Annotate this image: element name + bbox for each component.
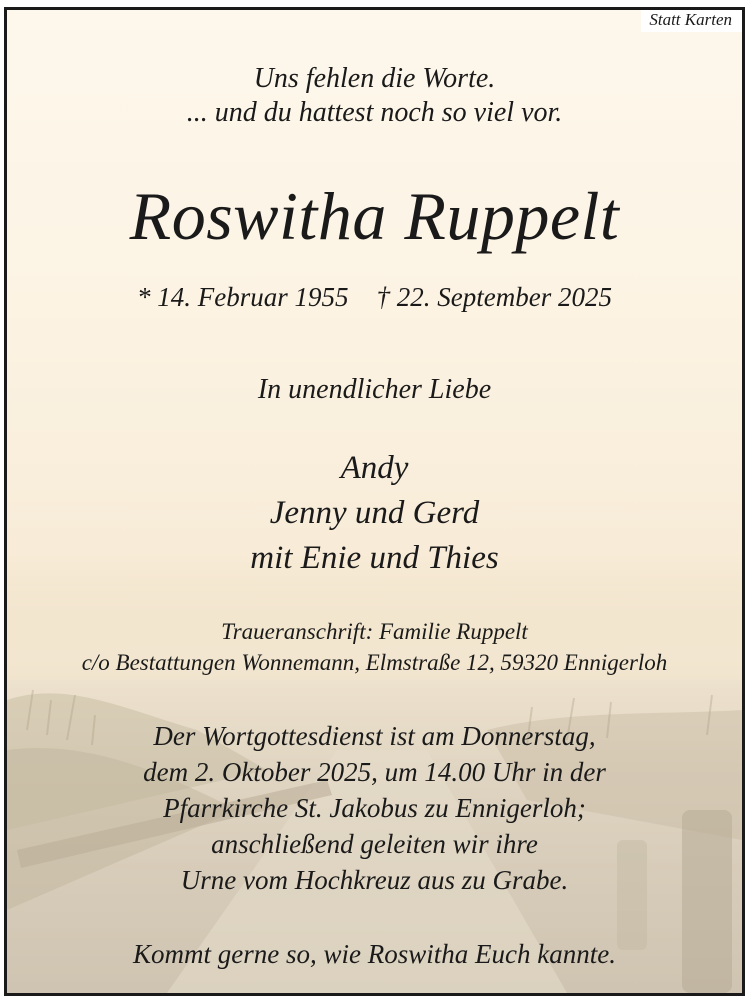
address-line: c/o Bestattungen Wonnemann, Elmstraße 12, 59320 Ennigerloh — [81, 650, 668, 675]
deceased-name: Roswitha Ruppelt — [129, 178, 620, 254]
mourners-list — [7, 446, 742, 581]
verse-line: ... und du hattest noch so viel vor. — [186, 97, 563, 128]
service-line: dem 2. Oktober 2025, um 14.00 Uhr in der — [143, 757, 606, 787]
birth-date: * 14. Februar 1955 — [137, 282, 349, 312]
service-line: anschließend geleiten wir ihre — [211, 829, 538, 859]
mourning-address — [7, 616, 742, 678]
memorial-verse — [7, 62, 742, 130]
service-info — [7, 718, 742, 898]
mourner-name: mit Enie und Thies — [250, 540, 499, 576]
obituary-frame — [4, 7, 745, 996]
closing-line: Kommt gerne so, wie Roswitha Euch kannte. — [133, 939, 616, 969]
love-line: In unendlicher Liebe — [257, 374, 492, 405]
service-line: Pfarrkirche St. Jakobus zu Ennigerloh; — [163, 793, 586, 823]
statt-karten-label: Statt Karten — [641, 10, 742, 32]
mourner-name: Andy — [340, 450, 409, 486]
mourner-name: Jenny und Gerd — [269, 495, 480, 531]
verse-line: Uns fehlen die Worte. — [253, 63, 496, 94]
life-dates — [7, 280, 742, 314]
address-line: Traueranschrift: Familie Ruppelt — [221, 619, 528, 644]
death-date: † 22. September 2025 — [376, 282, 612, 312]
service-line: Urne vom Hochkreuz aus zu Grabe. — [180, 865, 569, 895]
service-line: Der Wortgottesdienst ist am Donnerstag, — [153, 721, 596, 751]
